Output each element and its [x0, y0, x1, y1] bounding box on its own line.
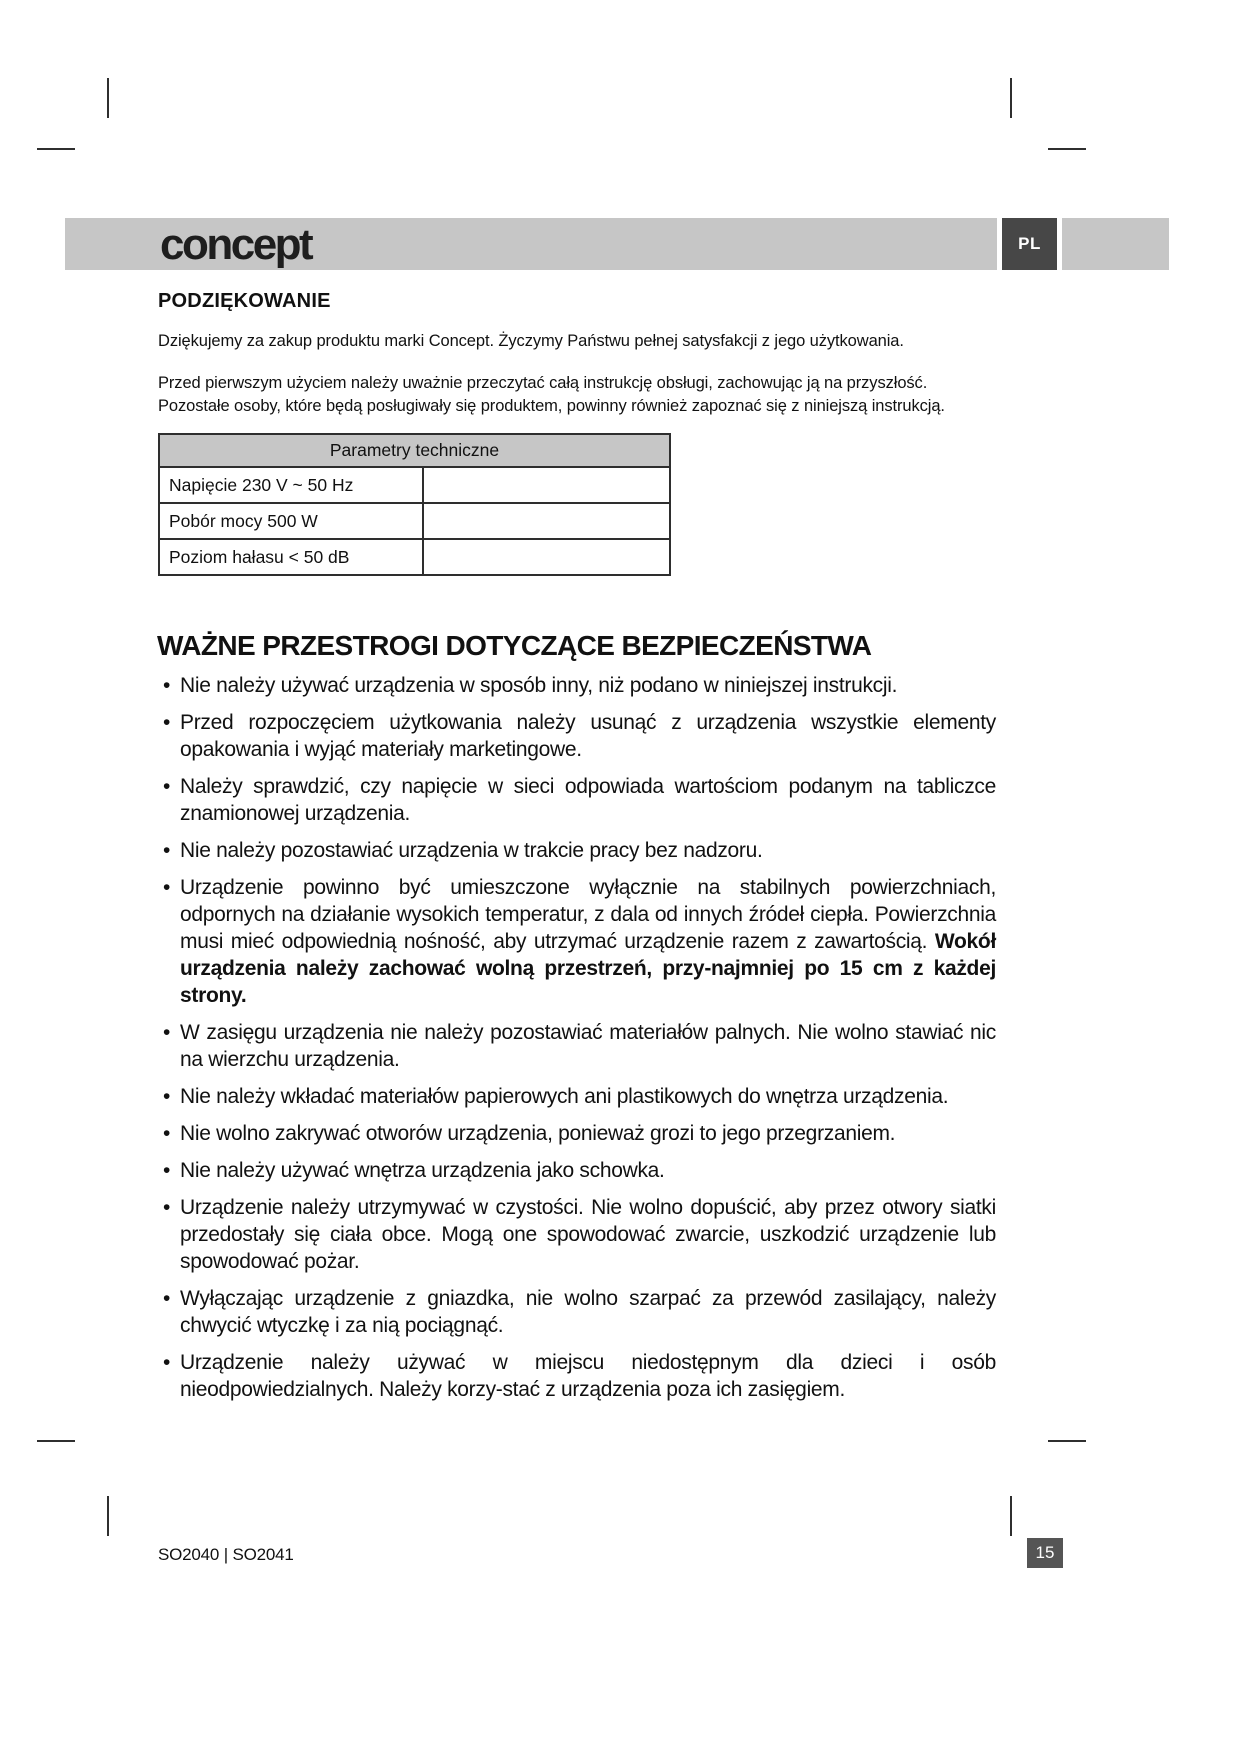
crop-mark-top-left-vertical: [107, 78, 109, 118]
section-title-thanks: PODZIĘKOWANIE: [158, 290, 331, 312]
bullet-text: W zasięgu urządzenia nie należy pozostawiać materiałów palnych. Nie wolno stawiać nic na wierzchu urządzenia.: [180, 1021, 996, 1071]
safety-list: [160, 672, 996, 1413]
table-row-value: [424, 468, 669, 502]
list-item: [160, 672, 996, 699]
header-bar-right-segment: [1062, 218, 1169, 270]
crop-mark-top-right-vertical: [1010, 78, 1012, 118]
list-item: [160, 837, 996, 864]
crop-mark-bottom-right-horizontal: [1048, 1440, 1086, 1442]
bullet-text: Wyłączając urządzenie z gniazdka, nie wolno szarpać za przewód zasilający, należy chwycić wtyczkę i za nią pociągnąć.: [180, 1287, 996, 1337]
bullet-text: Urządzenie powinno być umieszczone wyłącznie na stabilnych powierzchniach, odpornych na działanie wysokich temperatur, z dala od innych źródeł ciepła. Powierzchnia musi mieć odpowiednią nośność, aby utrzymać urządzenie razem z zawartością.: [180, 876, 996, 953]
language-badge: [1002, 218, 1057, 270]
bullet-text: Nie należy pozostawiać urządzenia w trakcie pracy bez nadzoru.: [180, 839, 763, 862]
bullet-text: Należy sprawdzić, czy napięcie w sieci odpowiada wartościom podanym na tabliczce znamionowej urządzenia.: [180, 775, 996, 825]
bullet-text: Nie należy używać wnętrza urządzenia jako schowka.: [180, 1159, 665, 1182]
section-title-safety: WAŻNE PRZESTROGI DOTYCZĄCE BEZPIECZEŃSTWA: [157, 630, 872, 661]
crop-mark-top-left-horizontal: [37, 148, 75, 150]
list-item: [160, 1019, 996, 1073]
table-row: [160, 468, 669, 504]
list-item: [160, 1157, 996, 1184]
list-item: [160, 1083, 996, 1110]
table-row: [160, 540, 669, 574]
table-row-value: [424, 540, 669, 574]
table-row: [160, 504, 669, 540]
table-row-value: [424, 504, 669, 538]
tech-params-table: [158, 433, 671, 576]
footer-model-numbers: SO2040 | SO2041: [158, 1545, 294, 1564]
list-item: [160, 773, 996, 827]
bullet-text: Urządzenie należy utrzymywać w czystości. Nie wolno dopuścić, aby przez otwory siatki przedostały się ciała obce. Mogą one spowodować zwarcie, uszkodzić urządzenie lub spowodować pożar.: [180, 1196, 996, 1273]
list-item: [160, 1120, 996, 1147]
language-badge-label: PL: [1018, 234, 1041, 253]
table-row-label: Napięcie 230 V ~ 50 Hz: [160, 468, 424, 502]
bullet-text: Nie należy używać urządzenia w sposób inny, niż podano w niniejszej instrukcji.: [180, 674, 898, 697]
page-number: 15: [1035, 1543, 1055, 1562]
crop-mark-bottom-left-horizontal: [37, 1440, 75, 1442]
concept-logo: concept: [160, 220, 312, 269]
bullet-text: Urządzenie należy używać w miejscu niedostępnym dla dzieci i osób nieodpowiedzialnych. Należy korzy-stać z urządzenia poza ich zasięgiem.: [180, 1351, 996, 1401]
list-item: [160, 1194, 996, 1275]
crop-mark-bottom-left-vertical: [107, 1496, 109, 1536]
table-row-label: Pobór mocy 500 W: [160, 504, 424, 538]
intro-paragraph-1: Dziękujemy za zakup produktu marki Concept. Życzymy Państwu pełnej satysfakcji z jego użytkowania.: [158, 332, 904, 350]
table-row-label: Poziom hałasu < 50 dB: [160, 540, 424, 574]
crop-mark-bottom-right-vertical: [1010, 1496, 1012, 1536]
list-item: [160, 874, 996, 1009]
bullet-text: Nie wolno zakrywać otworów urządzenia, ponieważ grozi to jego przegrzaniem.: [180, 1122, 896, 1145]
intro-paragraph-2-line-2: Pozostałe osoby, które będą posługiwały się produktem, powinny również zapoznać się z niniejszą instrukcją.: [158, 397, 945, 415]
bullet-text: Nie należy wkładać materiałów papierowych ani plastikowych do wnętrza urządzenia.: [180, 1085, 949, 1108]
list-item: [160, 1285, 996, 1339]
intro-paragraph-2-line-1: Przed pierwszym użyciem należy uważnie przeczytać całą instrukcję obsługi, zachowując ją na przyszłość.: [158, 374, 928, 392]
tech-params-table-title: Parametry techniczne: [160, 435, 669, 468]
page-number-badge: [1027, 1538, 1063, 1568]
list-item: [160, 709, 996, 763]
intro-paragraph-2: [158, 372, 998, 418]
list-item: [160, 1349, 996, 1403]
bullet-bold-text: Wokół urządzenia należy zachować wolną przestrzeń, przy-najmniej po 15 cm z każdej strony.: [180, 930, 996, 1007]
bullet-text: Przed rozpoczęciem użytkowania należy usunąć z urządzenia wszystkie elementy opakowania i wyjąć materiały marketingowe.: [180, 711, 996, 761]
crop-mark-top-right-horizontal: [1048, 148, 1086, 150]
